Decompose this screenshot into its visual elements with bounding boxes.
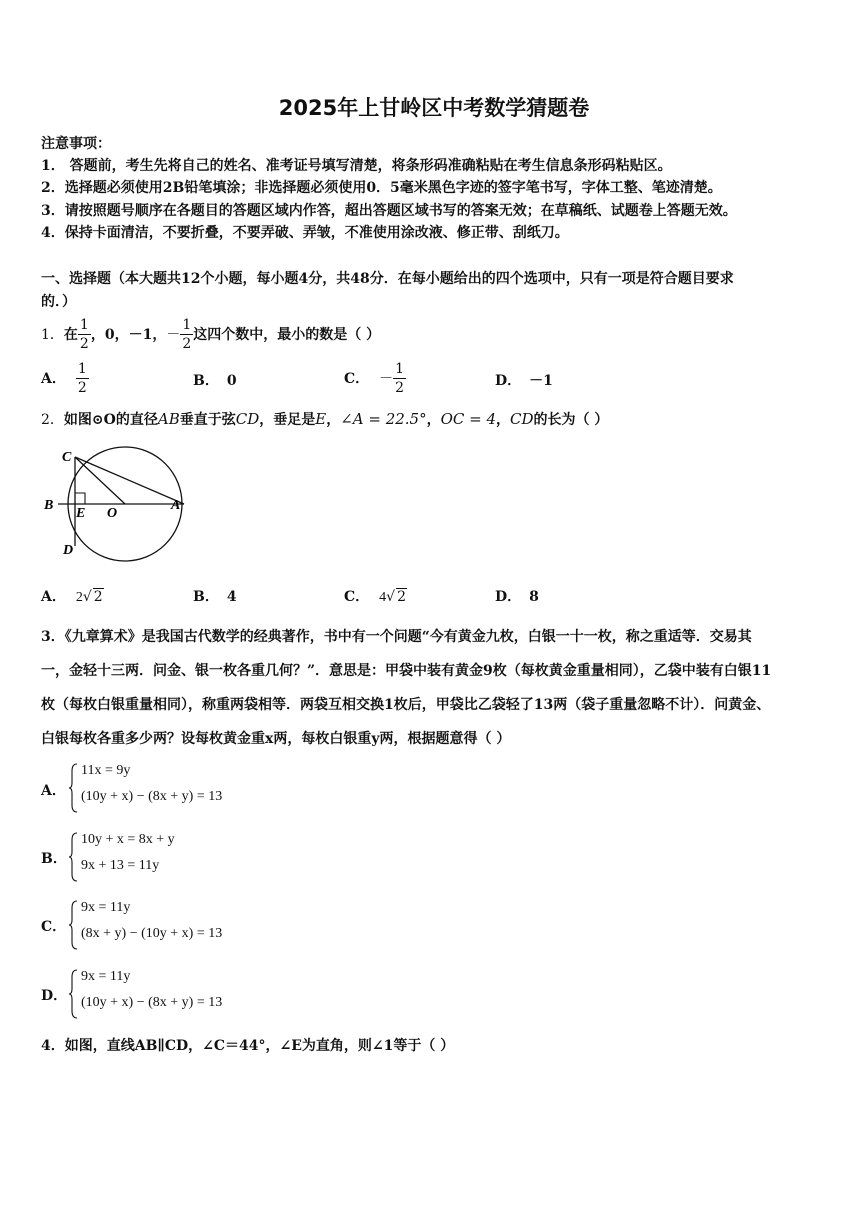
q2-circle-figure [38, 443, 188, 563]
q2-option-b: B． 4 [193, 589, 237, 605]
q1-option-a: A． $\frac{1}{2}$ [41, 360, 87, 396]
q3-b-eq2: 9x + 13 = 11y [81, 858, 160, 873]
label-c: C [62, 450, 72, 465]
q3-a-eq2: (10y + x) − (8x + y) = 13 [81, 789, 223, 804]
q3-option-b-system [68, 832, 268, 882]
q3-b-eq1: 10y + x = 8x + y [81, 832, 175, 847]
q3-line-2: 一，金轻十三两．问金、银一枚各重几何？”．意思是：甲袋中装有黄金9枚（每枚黄金重量相同），乙袋中装有白银11 [41, 663, 772, 679]
q1-option-c: C． － $\frac{1}{2}$ [344, 360, 405, 396]
q3-d-eq2: (10y + x) − (8x + y) = 13 [81, 995, 223, 1010]
q3-option-a-label: A． [41, 783, 66, 799]
q1-option-d: D． －1 [495, 373, 553, 389]
label-d: D [63, 543, 74, 558]
q1-option-b: B． 0 [193, 373, 237, 389]
q3-option-d-label: D． [41, 988, 68, 1004]
note-item-1: 1． 答题前，考生先将自己的姓名、准考证号填写清楚，将条形码准确粘贴在考生信息条形码粘贴区。 [41, 158, 672, 174]
q2-option-d: D． 8 [495, 589, 539, 605]
page-title: 2025年上甘岭区中考数学猜题卷 [278, 96, 590, 120]
q3-a-eq1: 11x = 9y [81, 763, 131, 778]
question-1 [41, 313, 380, 355]
q3-c-eq1: 9x = 11y [81, 900, 131, 915]
q3-line-3: 枚（每枚白银重量相同），称重两袋相等．两袋互相交换1枚后，甲袋比乙袋轻了13两（袋子重量忽略不计）．问黄金、 [41, 697, 771, 713]
q1-neg-sign: － [166, 327, 181, 343]
note-item-3: 3．请按照题号顺序在各题目的答题区域内作答，超出答题区域书写的答案无效；在草稿纸、试题卷上答题无效。 [41, 203, 737, 219]
q1-pre: 在 [63, 327, 78, 343]
q1-post: 这四个数中，最小的数是（ ） [193, 327, 381, 343]
q3-option-c-system [68, 900, 268, 950]
q3-option-d-system [68, 969, 268, 1019]
q3-d-eq1: 9x = 11y [81, 969, 131, 984]
note-item-2: 2．选择题必须使用2B铅笔填涂；非选择题必须使用0．5毫米黑色字迹的签字笔书写，字体工整、笔迹清楚。 [41, 180, 722, 196]
q1-number: 1． [41, 327, 64, 343]
section-heading-line1: 一、选择题（本大题共12个小题，每小题4分，共48分．在每小题给出的四个选项中，只有一项是符合题目要求 [41, 271, 734, 287]
label-a: A [171, 498, 181, 513]
q2-option-c: C． 4√ 2 [344, 589, 406, 605]
question-2: 2．如图⊙O的直径AB垂直于弦CD，垂足是E，∠A = 22.5°，OC = 4，CD的长为（ ） [41, 410, 609, 428]
q3-option-a-system [68, 763, 268, 813]
label-e: E [76, 506, 86, 521]
q3-option-b-label: B． [41, 851, 67, 867]
q2-option-a: A． 2√ 2 [41, 589, 103, 605]
section-heading-line2: 的．） [41, 294, 76, 310]
q3-line-4: 白银每枚各重多少两？设每枚黄金重x两，每枚白银重y两，根据题意得（ ） [41, 731, 511, 747]
q3-line-1: 3．《九章算术》是我国古代数学的经典著作，书中有一个问题“今有黄金九枚，白银一十一枚，称之重适等．交易其 [41, 629, 752, 645]
q3-option-c-label: C． [41, 919, 67, 935]
q3-c-eq2: (8x + y) − (10y + x) = 13 [81, 926, 223, 941]
q1-mid: ，0，－1， [90, 327, 167, 343]
label-o: O [107, 506, 118, 521]
q1-neg-fraction: $\frac{1}{2}$ [182, 316, 192, 352]
notes-heading: 注意事项： [41, 136, 111, 152]
note-item-4: 4．保持卡面清洁，不要折叠，不要弄破、弄皱，不准使用涂改液、修正带、刮纸刀。 [41, 225, 569, 241]
q1-fraction: $\frac{1}{2}$ [79, 316, 89, 352]
question-4: 4．如图，直线AB∥CD，∠C＝44°，∠E为直角，则∠1等于（ ） [41, 1038, 455, 1054]
label-b: B [44, 498, 54, 513]
